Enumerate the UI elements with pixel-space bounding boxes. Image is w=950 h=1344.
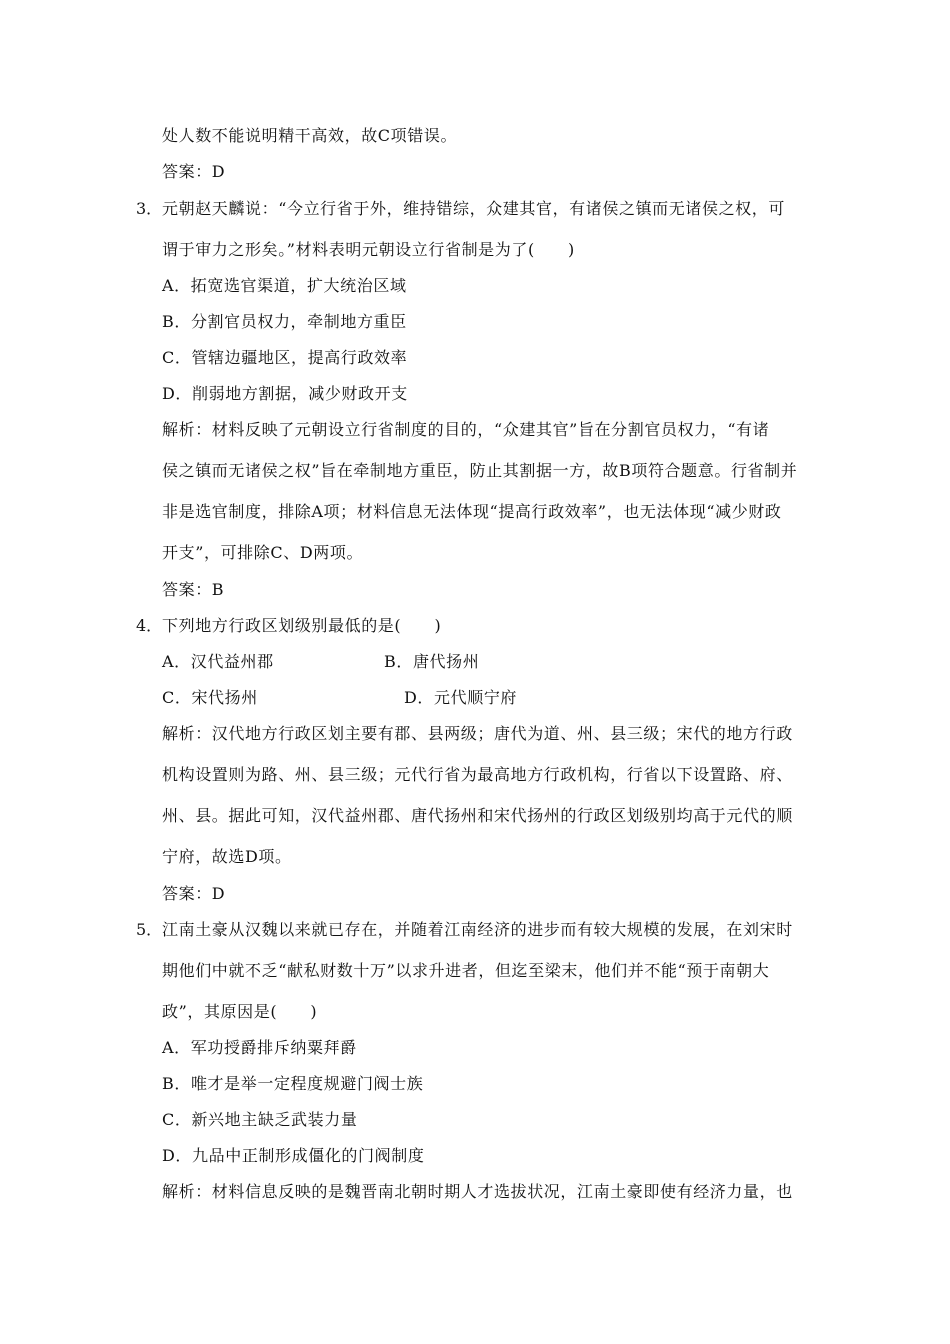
q4-stem: 下列地方行政区划级别最低的是( ) [162, 616, 442, 635]
q3-option-c: C．管辖边疆地区，提高行政效率 [162, 348, 408, 367]
q5-explanation-line-1: 解析：材料信息反映的是魏晋南北朝时期人才选拔状况，江南土豪即使有经济力量，也 [162, 1182, 793, 1201]
q2-answer: 答案：D [162, 162, 226, 181]
q4-explanation-line-3: 州、县。据此可知，汉代益州郡、唐代扬州和宋代扬州的行政区划级别均高于元代的顺 [162, 806, 793, 825]
q3-explanation-line-4: 开支”，可排除C、D两项。 [162, 543, 364, 562]
q5-option-b: B．唯才是举一定程度规避门阀士族 [162, 1074, 424, 1093]
q4-answer: 答案：D [162, 884, 226, 903]
q3-stem-line-1: 元朝赵天麟说：“今立行省于外，维持错综，众建其官，有诸侯之镇而无诸侯之权，可 [162, 199, 785, 218]
q5-stem-line-3: 政”，其原因是( ) [162, 1002, 318, 1021]
q3-stem-line-2: 谓于审力之形矣。”材料表明元朝设立行省制是为了( ) [162, 240, 575, 259]
q5-option-c: C．新兴地主缺乏武装力量 [162, 1110, 358, 1129]
q3-explanation-line-2: 侯之镇而无诸侯之权”旨在牵制地方重臣，防止其割据一方，故B项符合题意。行省制并 [162, 461, 798, 480]
q4-explanation-line-2: 机构设置则为路、州、县三级；元代行省为最高地方行政机构，行省以下设置路、府、 [162, 765, 793, 784]
q5-stem-line-1: 江南土豪从汉魏以来就已存在，并随着江南经济的进步而有较大规模的发展，在刘宋时 [162, 920, 793, 939]
q4-option-c: C．宋代扬州 [162, 688, 258, 707]
q3-number: 3． [136, 199, 163, 218]
q5-option-a: A．军功授爵排斥纳粟拜爵 [162, 1038, 357, 1057]
q3-option-b: B．分割官员权力，牵制地方重臣 [162, 312, 407, 331]
q5-stem-line-2: 期他们中就不乏“献私财数十万”以求升进者，但迄至梁末，他们并不能“预于南朝大 [162, 961, 770, 980]
q2-explanation-end: 处人数不能说明精干高效，故C项错误。 [162, 126, 458, 145]
q4-option-d: D．元代顺宁府 [404, 688, 518, 707]
q4-explanation-line-1: 解析：汉代地方行政区划主要有郡、县两级；唐代为道、州、县三级；宋代的地方行政 [162, 724, 793, 743]
q3-explanation-line-1: 解析：材料反映了元朝设立行省制度的目的，“众建其官”旨在分割官员权力，“有诸 [162, 420, 770, 439]
q3-answer: 答案：B [162, 580, 225, 599]
q4-explanation-line-4: 宁府，故选D项。 [162, 847, 292, 866]
q4-option-b: B．唐代扬州 [384, 652, 480, 671]
q3-option-d: D．削弱地方割据，减少财政开支 [162, 384, 408, 403]
q4-option-a: A．汉代益州郡 [162, 652, 274, 671]
q3-option-a: A．拓宽选官渠道，扩大统治区域 [162, 276, 407, 295]
q4-number: 4． [136, 616, 163, 635]
q5-option-d: D．九品中正制形成僵化的门阀制度 [162, 1146, 425, 1165]
q5-number: 5． [136, 920, 163, 939]
q3-explanation-line-3: 非是选官制度，排除A项；材料信息无法体现“提高行政效率”，也无法体现“减少财政 [162, 502, 782, 521]
